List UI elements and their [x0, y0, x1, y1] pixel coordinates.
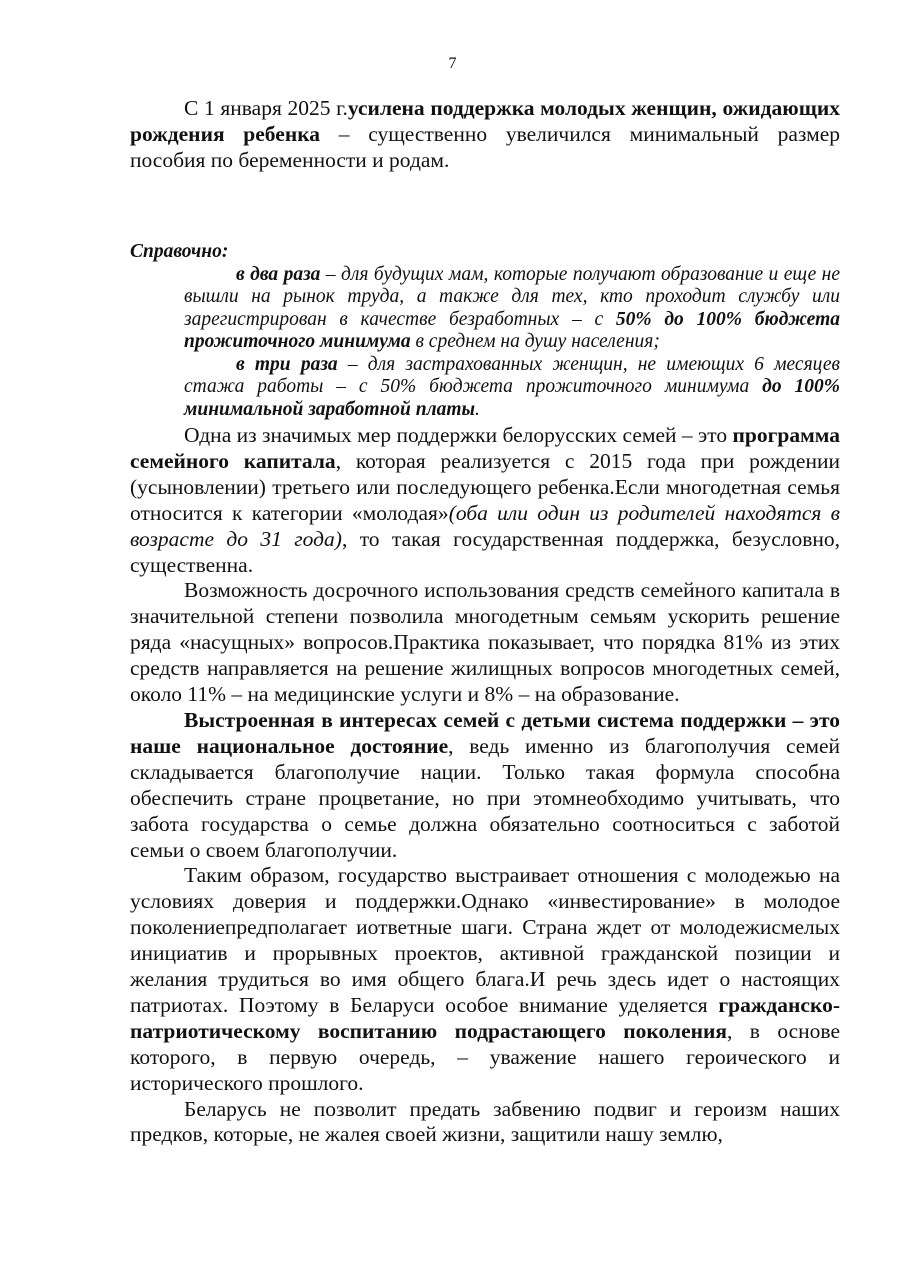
intro-paragraph — [130, 96, 840, 174]
reference-item-1-text: – для будущих мам, которые получают образование и еще не вышли на рынок труда, а также для тех, кто проходит службу или зарегистрирован в качестве безработных – с — [184, 263, 840, 330]
reference-item-2-lead: в три раза — [236, 353, 338, 375]
memory-paragraph: Беларусь не позволит предать забвению подвиг и героизм наших предков, которые, не жалея своей жизни, защитили нашу землю, — [130, 1096, 840, 1147]
early-use-paragraph: Возможность досрочного использования средств семейного капитала в значительной степени позволила многодетным семьям ускорить решение ряда «насущных» вопросов.Практика показывает, что порядка 81% из этих средств направляется на решение жилищных вопросов многодетных семей, около 11% – на медицинские услуги и 8% – на образование. — [130, 578, 840, 707]
intro-section — [130, 96, 840, 174]
reference-item-1-bold: 50% до 100% бюджета прожиточного минимума — [184, 308, 840, 352]
family-capital-paragraph — [130, 423, 840, 578]
intro-rest-text: – существенно увеличился минимальный размер пособия по беременности и родам. — [130, 121, 840, 172]
youth-text-a: Таким образом, государство выстраивает отношения с молодежью на условиях доверия и поддержки.Однако «инвестирование» в молодое поколениепредполагает иответные шаги. Страна ждет от молодежисмелых инициатив и прорывных проектов, активной гражданской позиции и желания трудиться во имя общего блага.И речь здесь идет о настоящих патриотах. Поэтому в Беларуси особое внимание уделяется — [130, 863, 840, 1017]
reference-item-2-bold: до 100% минимальной заработной платы — [184, 376, 841, 420]
intro-bold-text: усилена поддержка молодых женщин, ожидающих рождения ребенка — [130, 96, 840, 146]
reference-item-2 — [184, 354, 840, 422]
page-number: 7 — [448, 55, 457, 72]
national-asset-text: , ведь именно из благополучия семей складывается благополучие нации. Только такая формула способна обеспечить стране процветание, но при этомнеобходимо учитывать, что забота государства о семье должна обязательно соотноситься с заботой семьи о своем благополучии. — [130, 733, 840, 862]
family-capital-italic: (оба или один из родителей находятся в возрасте до 31 года) — [130, 500, 840, 551]
reference-item-1 — [184, 264, 840, 354]
reference-block — [130, 241, 840, 421]
youth-text-c: , в основе которого, в первую очередь, – уважение нашего героического и исторического прошлого. — [130, 1018, 841, 1095]
family-capital-text-c: , которая реализуется с 2015 года при рождении (усыновлении) третьего или последующего ребенка.Если многодетная семья относится к категории «молодая» — [130, 448, 840, 525]
national-asset-bold: Выстроенная в интересах семей с детьми система поддержки – это наше национальное достояние — [130, 707, 840, 758]
reference-item-2-end: . — [475, 398, 480, 420]
family-capital-bold: программа семейного капитала — [130, 423, 840, 473]
main-section — [130, 423, 840, 1148]
reference-item-1-end: в среднем на душу населения; — [410, 331, 660, 352]
youth-bold: гражданско-патриотическому воспитанию подрастающего поколения — [130, 992, 840, 1043]
reference-item-1-lead: в два раза — [236, 263, 321, 285]
reference-item-2-text: – для застрахованных женщин, не имеющих 6 месяцев стажа работы – с 50% бюджета прожиточного минимума — [184, 353, 840, 397]
family-capital-text-e: , то такая государственная поддержка, безусловно, существенна. — [130, 526, 840, 577]
national-asset-paragraph — [130, 708, 840, 863]
intro-date-text: С 1 января 2025 г. — [184, 96, 348, 120]
family-capital-text-a: Одна из значимых мер поддержки белорусских семей – это — [184, 423, 733, 447]
youth-paragraph — [130, 863, 840, 1096]
reference-label: Справочно: — [130, 241, 229, 262]
